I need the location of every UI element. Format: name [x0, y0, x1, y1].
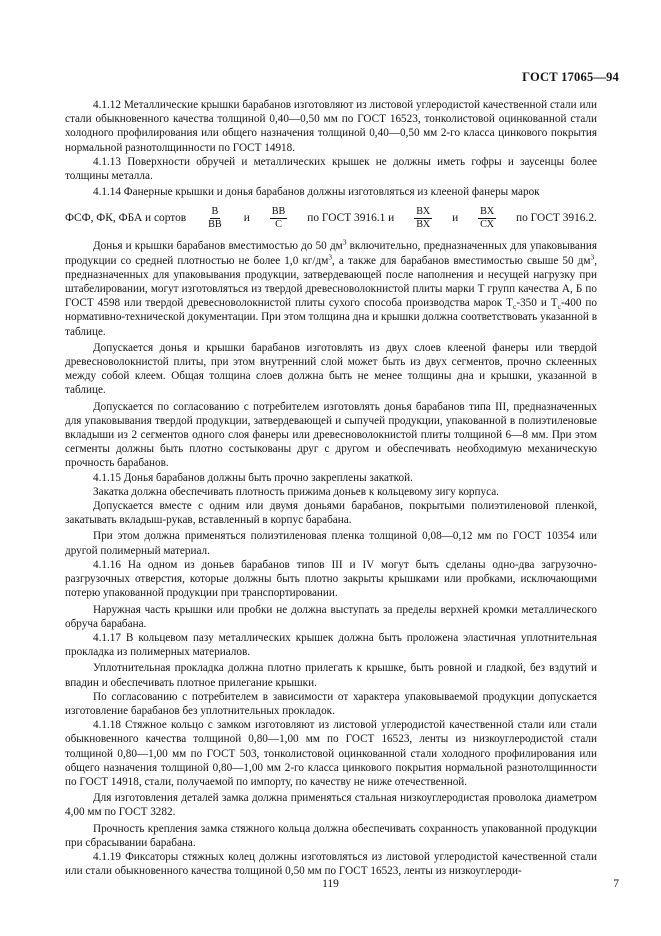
p4-part-e: -350 и Т: [516, 297, 558, 310]
fraction-3-numerator: ВХ: [416, 205, 431, 217]
fraction-1-numerator: В: [211, 205, 219, 217]
paragraph-4-1-17: 4.1.17 В кольцевом пазу металлических крышек должна быть проложена эластичная уплотнительная прокладка из полимерных материалов.: [65, 631, 597, 659]
p4-part-b: включительно, предназначенных для упаковывания продукции со средней плотностью не более 1,0 кг/дм: [65, 240, 597, 267]
fraction-2-numerator: ВВ: [271, 205, 286, 217]
fraction-4: [478, 206, 496, 231]
fraction-4-denominator: СХ: [480, 218, 495, 230]
fraction-2-denominator: С: [275, 218, 282, 230]
formula-mid: по ГОСТ 3916.1 и: [307, 212, 395, 225]
grade-subscript-2: с: [557, 302, 561, 312]
fraction-1: [206, 206, 224, 231]
formula-tail: по ГОСТ 3916.2.: [516, 212, 597, 225]
paragraph-4-1-15: 4.1.15 Донья барабанов должны быть прочно закреплены закаткой.: [93, 471, 413, 484]
fraction-3: [414, 206, 432, 231]
paragraph-lock-strength: Прочность крепления замка стяжного кольца должна обеспечивать сохранность упакованной продукции при сбрасывании барабана.: [65, 822, 597, 849]
fraction-2: [270, 206, 288, 231]
page-number: 119: [322, 878, 339, 890]
document-body: [65, 98, 597, 878]
paragraph-4-1-12: 4.1.12 Металлические крышки барабанов изготовляют из листовой углеродистой качественной стали или стали обыкновенного качества толщиной 0,40—0,50 мм по ГОСТ 16523, тонколистовой оцинкованной стали холодного профилирования или общего назначения толщиной 0,40—0,50 мм 2-го класса цинкового покрытия нормальной разнотолщинности по ГОСТ 14918.: [65, 99, 597, 154]
paragraph-no-gasket: По согласованию с потребителем в зависимости от характера упаковываемой продукции допускается изготовление барабанов без уплотнительных прокладок.: [65, 690, 597, 717]
paragraph-bottoms-and-lids: [65, 239, 597, 338]
paragraph-seaming: Закатка должна обеспечивать плотность прижима доньев к кольцевому зигу корпуса.: [93, 485, 499, 498]
cube-superscript-2: 3: [328, 251, 333, 261]
fraction-3-denominator: ВХ: [416, 218, 431, 230]
cube-superscript-1: 3: [342, 237, 347, 247]
fraction-4-numerator: ВХ: [480, 205, 495, 217]
paragraph-liner: Допускается вместе с одним или двумя доньями барабанов, покрытыми полиэтиленовой пленкой, закатывать вкладыш-рукав, вставленный в корпус барабана.: [65, 500, 597, 527]
grade-subscript-1: с: [513, 302, 517, 312]
formula-and-2: и: [452, 212, 459, 225]
document-header: ГОСТ 17065—94: [522, 70, 619, 84]
formula-lead: ФСФ, ФК, ФБА и сортов: [65, 212, 187, 225]
paragraph-type-iii-bottoms: Допускается по согласованию с потребителем изготовлять донья барабанов типа III, предназначенных для упаковывания твердой продукции, затвердевающей и сыпучей продукции, упакованной в полиэтиленовые вкладыши из 2 сегментов одного слоя фанеры или древесноволокнистой плиты толщиной 6—8 мм. При этом сегменты должны быть плотно состыкованы друг с другом и обеспечивать необходимую механическую прочность барабанов.: [65, 400, 597, 470]
sheet-number: 7: [613, 878, 619, 890]
paragraph-lock-wire: Для изготовления деталей замка должна применяться стальная низкоуглеродистая проволока диаметром 4,00 мм по ГОСТ 3282.: [65, 792, 597, 819]
paragraph-4-1-14: 4.1.14 Фанерные крышки и донья барабанов должны изготовляться из клееной фанеры марок: [93, 186, 540, 199]
formula-and-1: и: [243, 212, 250, 225]
paragraph-gasket: Уплотнительная прокладка должна плотно прилегать к крышке, быть ровной и гладкой, без вздутий и впадин и обеспечивать плотное прилегание крышки.: [65, 662, 597, 689]
plywood-grades-formula: [65, 203, 597, 233]
p4-part-c: , а также для барабанов вместимостью свыше 50 дм: [332, 254, 591, 267]
fraction-1-denominator: ВВ: [208, 218, 222, 230]
p4-part-f: -400 по нормативно-технической документации. При этом толщина дна и крышки должна соответствовать указанной в таблице.: [65, 297, 597, 338]
paragraph-4-1-13: 4.1.13 Поверхности обручей и металлических крышек не должны иметь гофры и заусенцы более толщины металла.: [65, 155, 597, 183]
paragraph-4-1-19: 4.1.19 Фиксаторы стяжных колец должны изготовляться из листовой углеродистой качественной стали или стали обыкновенного качества толщиной 0,50 мм по ГОСТ 16523, ленты из низкоуглероди-: [65, 850, 597, 878]
paragraph-4-1-16: 4.1.16 На одном из доньев барабанов типов III и IV могут быть сделаны одно-два загрузочно-разгрузочных отверстия, которые должны быть плотно закрыты крышками или пробками, исключающими потерю упакованной продукции при транспортировании.: [65, 558, 597, 600]
paragraph-4-1-18: 4.1.18 Стяжное кольцо с замком изготовляют из листовой углеродистой качественной стали или стали обыкновенного качества толщиной 0,80—1,00 мм по ГОСТ 16523, ленты из низкоуглеродистой стали толщиной 0,80—1,00 мм по ГОСТ 503, тонколистовой оцинкованной стали холодного профилирования или общего назначения толщиной 0,80—1,00 мм 2-го класса цинкового покрытия нормальной разнотолщинности по ГОСТ 14918, стали, получаемой по импорту, по качеству не ниже отечественной.: [65, 719, 597, 788]
cube-superscript-3: 3: [590, 251, 595, 261]
p4-part-a: Донья и крышки барабанов вместимостью до 50 дм: [93, 240, 343, 253]
paragraph-film: При этом должна применяться полиэтиленовая пленка толщиной 0,08—0,12 мм по ГОСТ 10354 или другой полимерный материал.: [65, 530, 597, 557]
paragraph-plug: Наружная часть крышки или пробки не должна выступать за пределы верхней кромки металлического обруча барабана.: [65, 603, 597, 630]
paragraph-two-layers: Допускается донья и крышки барабанов изготовлять из двух слоев клееной фанеры или твердой древесноволокнистой плиты, при этом внутренний слой может быть из двух сегментов, прочно склеенных между собой клеем. Общая толщина слоев должна быть не менее толщины дна и крышки, указанной в таблице.: [65, 341, 597, 397]
p4-part-d: , предназначенных для упаковывания продукции, затвердевающей после наполнения и несущей нагрузку при штабелировании, могут изготовляться из твердой древесноволокнистой плиты марки Т групп качества А, Б по ГОСТ 4598 или твердой древесноволокнистой плиты сухого способа производства марок Т: [65, 254, 597, 310]
